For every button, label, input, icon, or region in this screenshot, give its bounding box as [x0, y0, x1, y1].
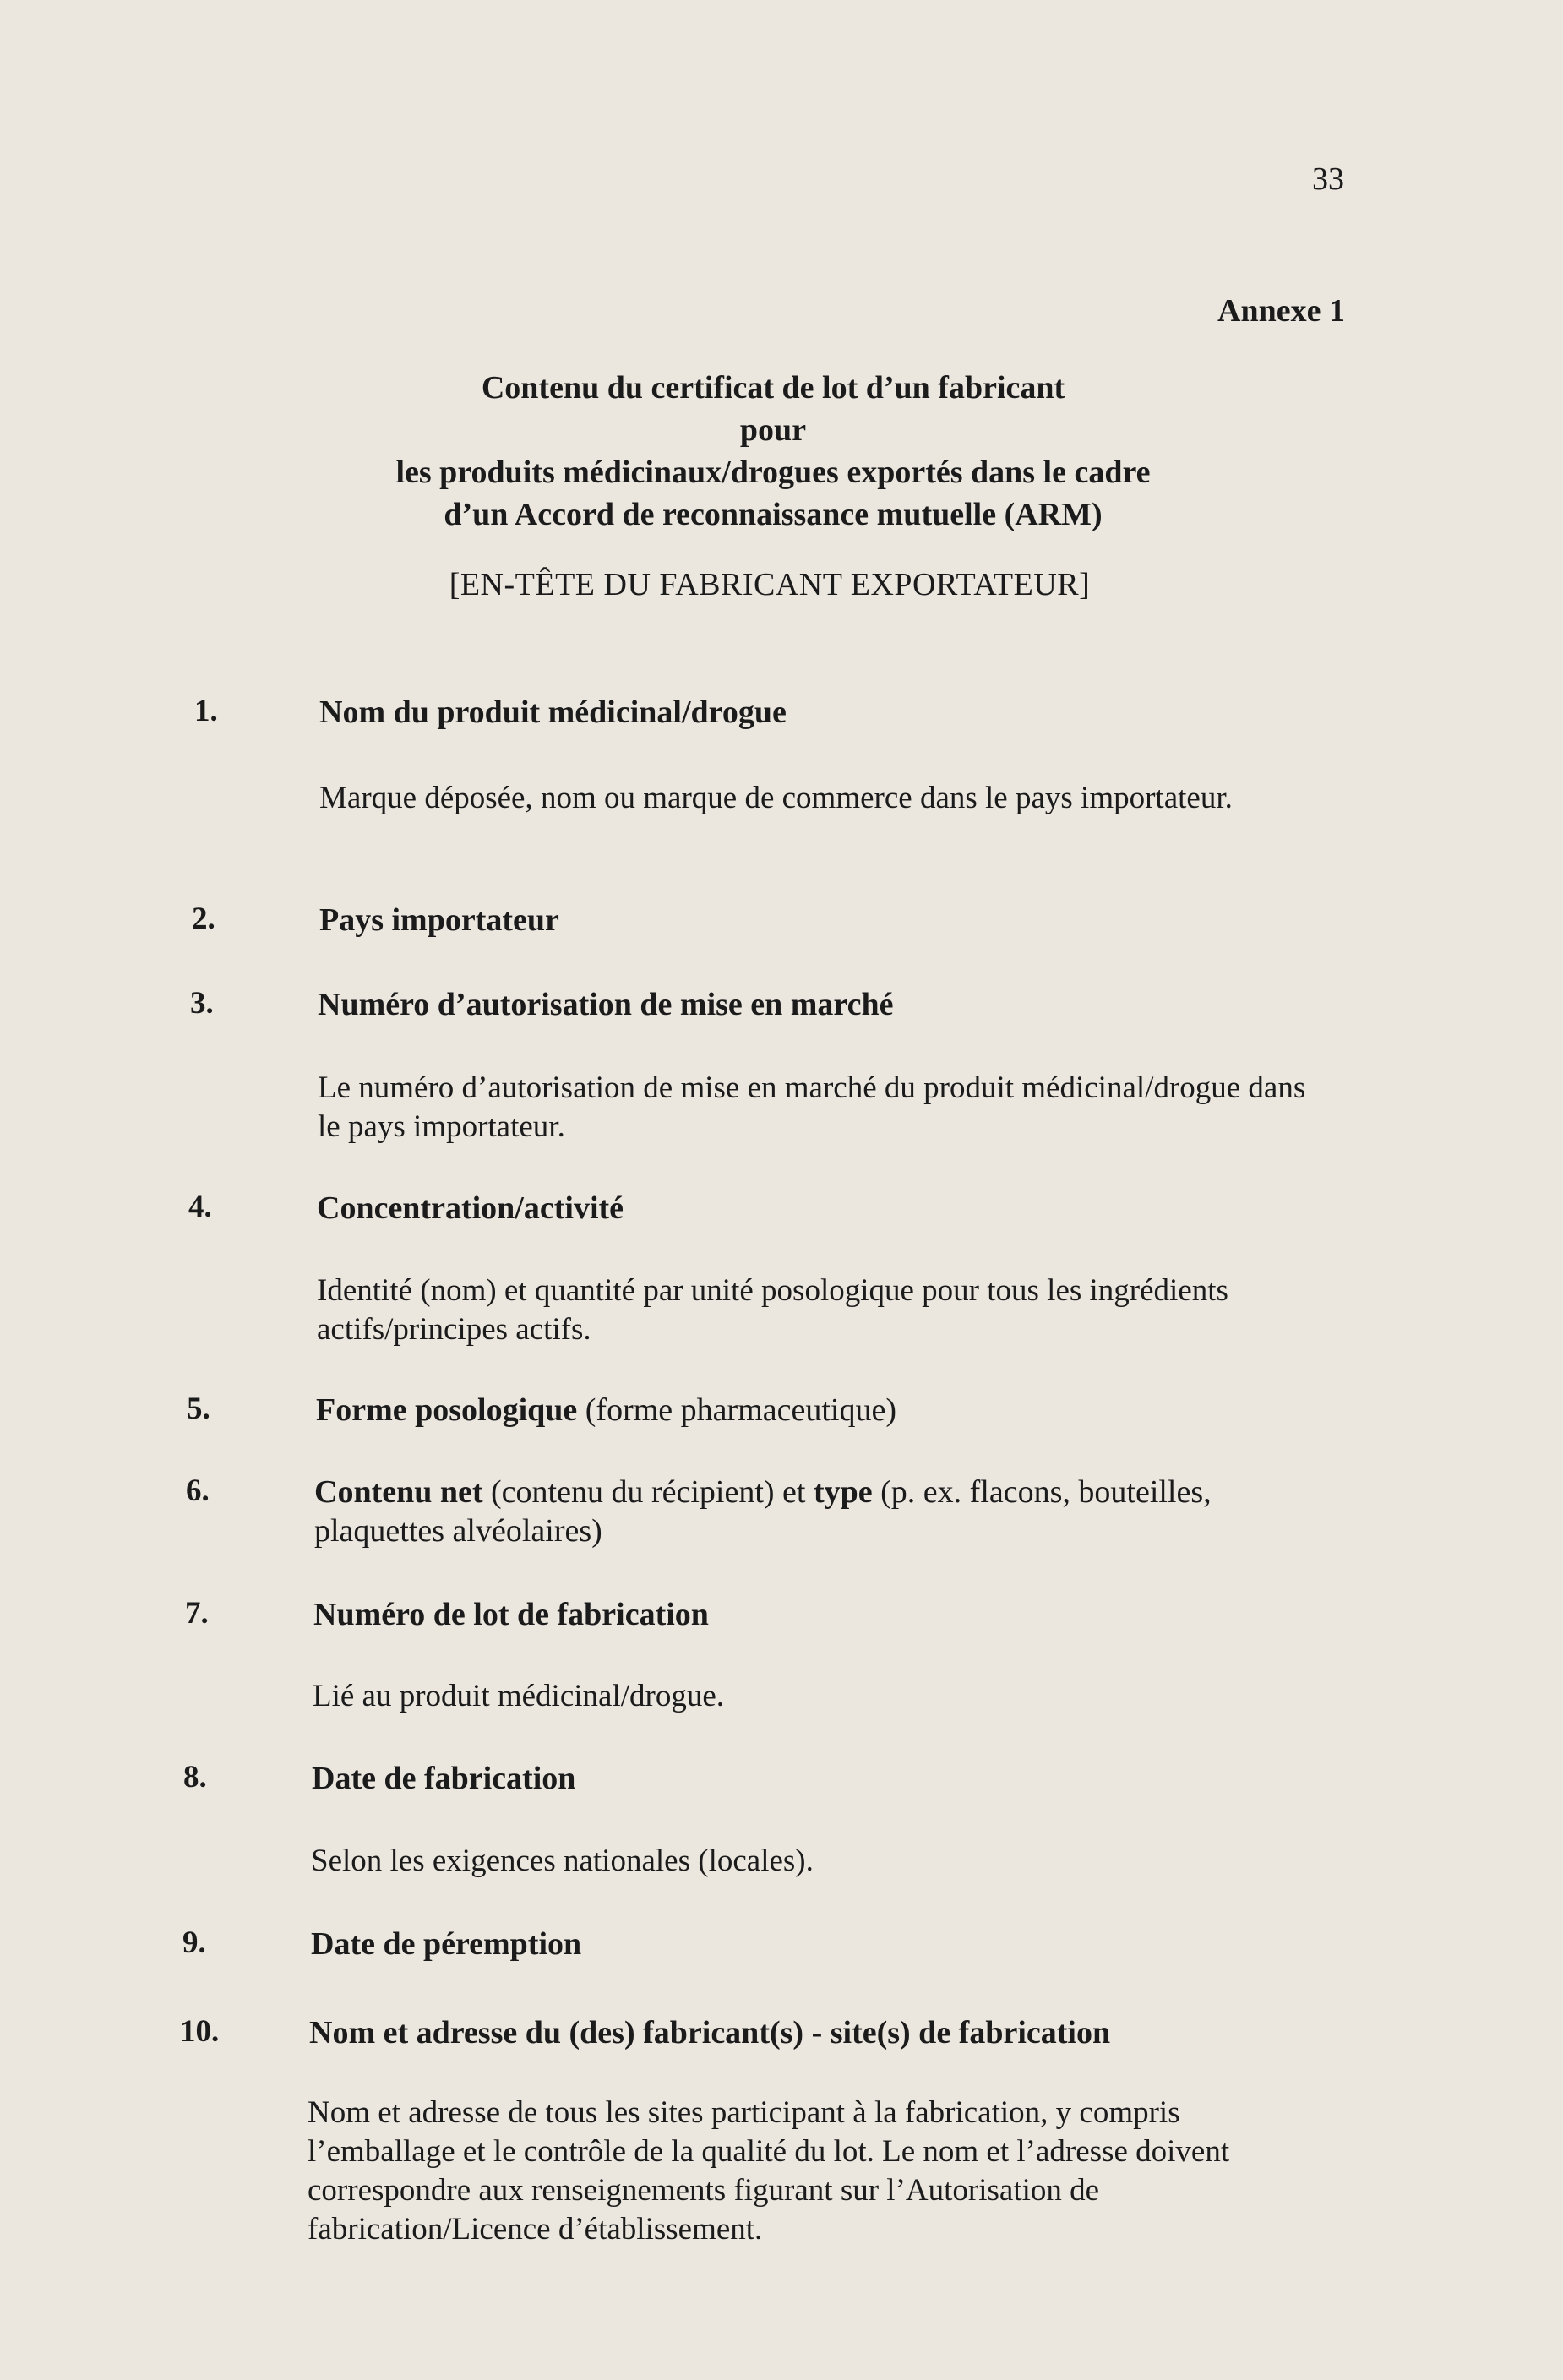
item-description: Identité (nom) et quantité par unité posologique pour tous les ingrédients actifs/principes actifs. [317, 1273, 1228, 1347]
item-number: 6. [186, 1473, 210, 1508]
item-number: 8. [183, 1760, 207, 1795]
item-heading: Nom et adresse du (des) fabricant(s) - site(s) de fabrication [309, 2015, 1111, 2051]
title-line: les produits médicinaux/drogues exportés dans le cadre [395, 455, 1151, 490]
item-heading: Forme posologique (forme pharmaceutique) [316, 1392, 896, 1428]
item-number: 7. [185, 1596, 209, 1631]
item-number: 4. [188, 1190, 212, 1224]
title-line: pour [739, 412, 807, 448]
item-heading: Nom du produit médicinal/drogue [319, 694, 787, 730]
item-description: Marque déposée, nom ou marque de commerce dans le pays importateur. [319, 781, 1233, 815]
item-number: 1. [194, 694, 218, 728]
item-description: Le numéro d’autorisation de mise en marché du produit médicinal/drogue dans le pays importateur. [318, 1070, 1306, 1144]
item-heading: Date de péremption [311, 1926, 582, 1962]
item-heading: Pays importateur [319, 902, 559, 938]
letterhead-placeholder: [EN-TÊTE DU FABRICANT EXPORTATEUR] [449, 567, 1091, 602]
item-number: 2. [192, 901, 215, 936]
document-title [0, 367, 1563, 536]
item-heading: Contenu net (contenu du récipient) et type (p. ex. flacons, bouteilles, plaquettes alvéolaires) [314, 1474, 1212, 1549]
annex-label: Annexe 1 [1217, 293, 1345, 329]
item-heading: Concentration/activité [317, 1190, 624, 1226]
item-description: Selon les exigences nationales (locales). [311, 1844, 814, 1878]
item-number: 9. [182, 1925, 206, 1960]
page-number: 33 [1312, 161, 1344, 197]
item-description: Lié au produit médicinal/drogue. [313, 1679, 725, 1713]
item-heading: Numéro d’autorisation de mise en marché [318, 987, 894, 1022]
item-number: 3. [190, 986, 214, 1021]
item-number: 5. [187, 1392, 210, 1426]
item-description: Nom et adresse de tous les sites participant à la fabrication, y compris l’emballage et le contrôle de la qualité du lot. Le nom et l’adresse doivent correspondre aux renseignements figurant sur l’Autorisation de fabrication/Licence d’établissement. [308, 2095, 1230, 2247]
item-heading: Date de fabrication [312, 1761, 576, 1796]
item-heading: Numéro de lot de fabrication [313, 1597, 709, 1632]
item-number: 10. [180, 2014, 220, 2049]
title-line: d’un Accord de reconnaissance mutuelle (ARM) [444, 497, 1103, 532]
title-line: Contenu du certificat de lot d’un fabricant [481, 370, 1065, 406]
